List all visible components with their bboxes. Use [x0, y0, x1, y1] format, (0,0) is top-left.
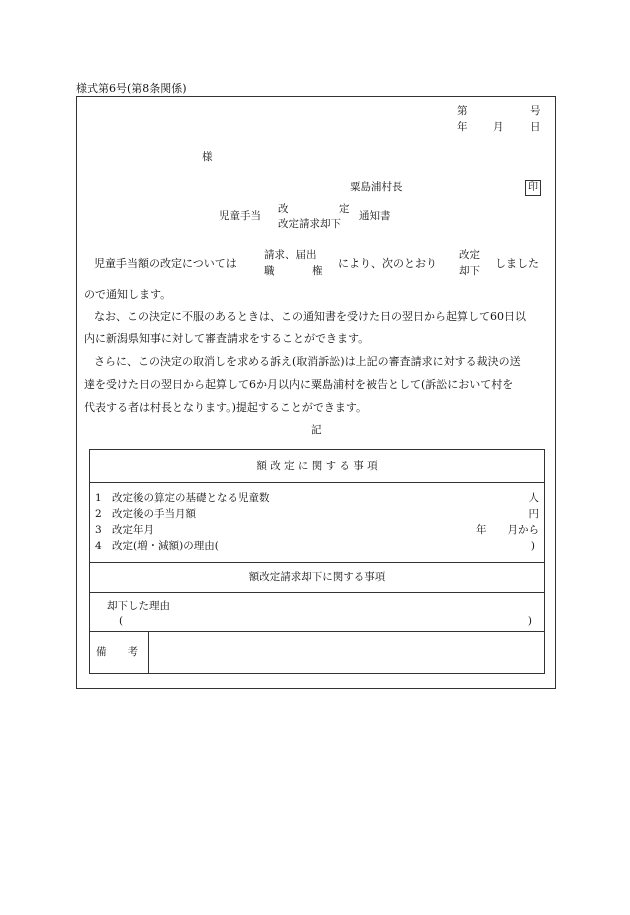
item-unit: 人 — [528, 492, 539, 504]
section2-header: 額改定請求却下に関する事項 — [248, 571, 386, 583]
date-month: 月 — [493, 121, 504, 133]
title-prefix: 児童手当 — [219, 210, 261, 222]
paragraph-line: 内に新潟県知事に対して審査請求をすることができます。 — [84, 332, 370, 345]
item-number: 3 — [95, 524, 102, 536]
table-divider — [90, 482, 544, 483]
reject-close-paren: ) — [527, 615, 532, 627]
body-alt1-ken: 権 — [312, 265, 323, 277]
issuer-name: 粟島浦村長 — [350, 181, 403, 193]
title-alt-kai: 改 — [278, 203, 289, 215]
item-unit: 円 — [528, 508, 539, 520]
remarks-divider — [148, 631, 149, 673]
body-alt2-bottom: 却下 — [459, 265, 480, 277]
title-alt-tei: 定 — [339, 203, 350, 215]
body-first-part2: により、次のとおり — [338, 257, 437, 270]
addressee-sama: 様 — [202, 151, 213, 163]
item-number: 1 — [95, 492, 102, 504]
item-unit: ) — [530, 540, 535, 552]
remarks-label: 備 考 — [96, 646, 138, 658]
body-alt2-top: 改定 — [459, 249, 480, 261]
paragraph-line: 達を受けた日の翌日から起算して6か月以内に粟島浦村を被告として(訴訟において村を — [84, 378, 514, 391]
number-go: 号 — [530, 105, 541, 117]
table-divider — [90, 592, 544, 593]
item-number: 2 — [95, 508, 102, 520]
seal-mark: 印 — [525, 180, 541, 196]
item-label: 改定後の手当月額 — [112, 508, 196, 520]
item-label: 改定年月 — [112, 524, 154, 536]
reject-reason-label: 却下した理由 — [107, 600, 170, 612]
paragraph-line: さらに、この決定の取消しを求める訴え(取消訴訟)は上記の審査請求に対する裁決の送 — [94, 355, 521, 368]
body-alt1-top: 請求、届出 — [264, 249, 317, 261]
body-first-part3: しました — [495, 257, 539, 270]
details-table — [89, 449, 545, 674]
item-label: 改定後の算定の基礎となる児童数 — [112, 492, 270, 504]
body-first-part1: 児童手当額の改定については — [94, 257, 237, 270]
table-divider — [90, 562, 544, 563]
form-label: 様式第6号(第8条関係) — [76, 82, 187, 95]
body-alt1-shoku: 職 — [264, 265, 275, 277]
item-label: 改定(増・減額)の理由( — [112, 540, 219, 552]
title-alt-bottom: 改定請求却下 — [278, 218, 341, 230]
item-number: 4 — [95, 540, 102, 552]
item-unit: 年 月から — [476, 524, 539, 536]
number-dai: 第 — [457, 105, 468, 117]
paragraph-line: ので通知します。 — [84, 288, 172, 301]
title-suffix: 通知書 — [359, 210, 391, 222]
section1-header: 額 改 定 に 関 す る 事 項 — [256, 460, 378, 472]
date-year: 年 — [457, 121, 468, 133]
date-day: 日 — [530, 121, 541, 133]
table-divider — [90, 631, 544, 632]
paragraph-line: 代表する者は村長となります。)提起することができます。 — [84, 401, 368, 414]
ki-heading: 記 — [311, 424, 322, 436]
paragraph-line: なお、この決定に不服のあるときは、この通知書を受けた日の翌日から起算して60日以 — [94, 310, 526, 323]
reject-open-paren: ( — [119, 615, 124, 627]
